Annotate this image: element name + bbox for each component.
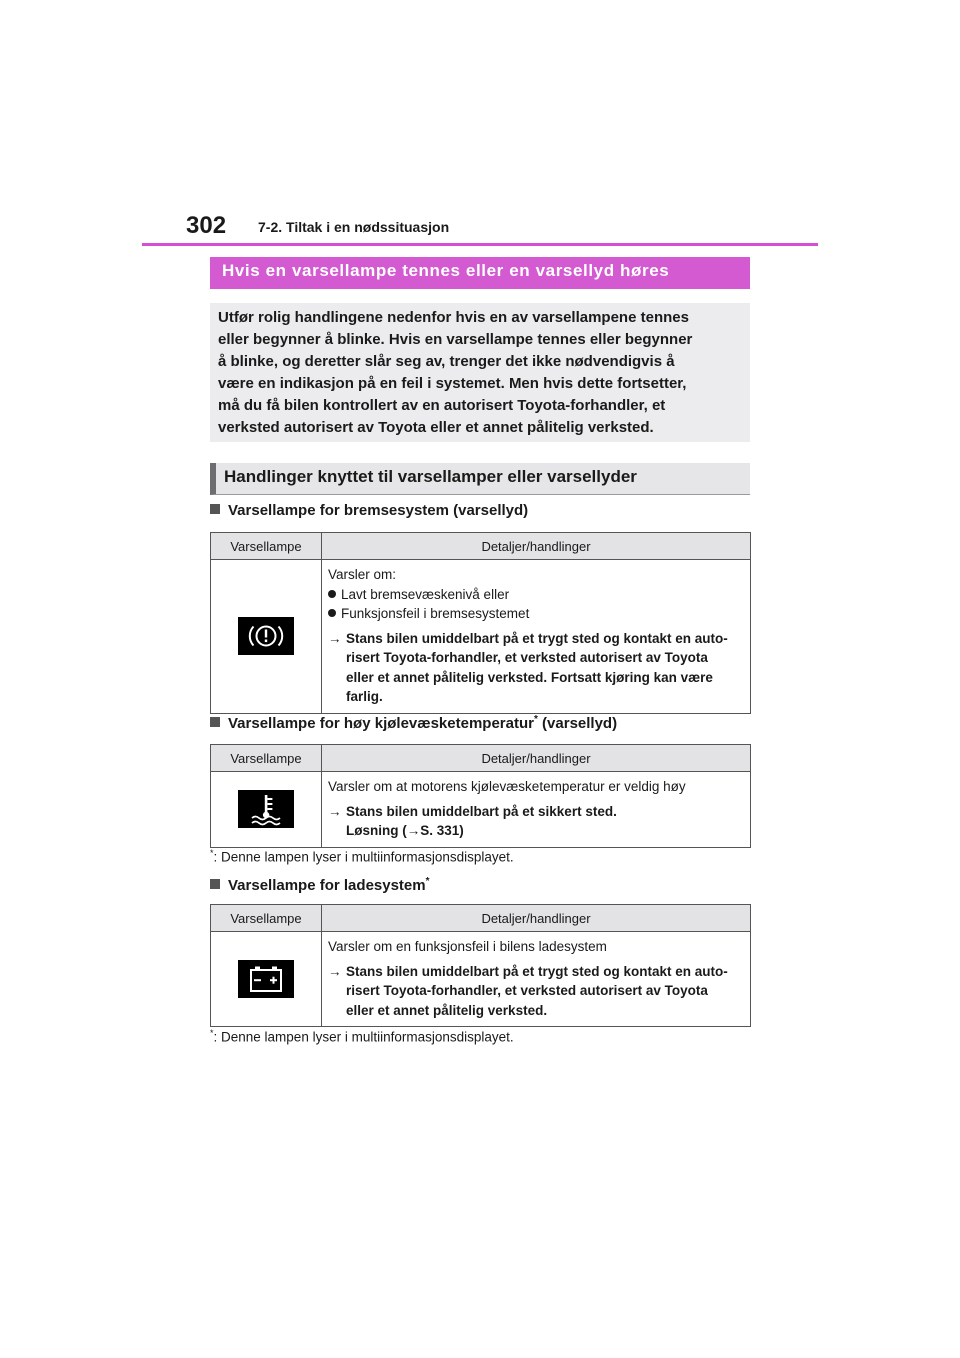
action-text: → Stans bilen umiddelbart på et trygt sted og kontakt en auto- risert Toyota-forhandler, et verksted autorisert av Toyota eller et annet pålitelig verksted. (328, 963, 728, 1018)
coolant-section-title: Varsellampe for høy kjølevæsketemperatur* (varsellyd) (210, 714, 617, 732)
details-cell (322, 560, 751, 714)
intro-line: eller begynner å blinke. Hvis en varsellampe tennes eller begynner (218, 331, 693, 348)
column-header-details: Detaljer/handlinger (322, 533, 751, 560)
intro-box (210, 303, 750, 442)
column-header-lamp: Varsellampe (211, 533, 322, 560)
arrow-icon: → (328, 803, 342, 819)
square-bullet-icon (210, 717, 220, 727)
square-bullet-icon (210, 879, 220, 889)
brake-title-text: Varsellampe for bremsesystem (varsellyd) (228, 502, 529, 519)
subheading: Handlinger knyttet til varsellamper eller varsellyder (210, 463, 750, 495)
bullet-dot-icon (328, 609, 336, 617)
intro-line: Utfør rolig handlingene nedenfor hvis en av varsellampene tennes (218, 309, 689, 326)
column-header-lamp: Varsellampe (211, 905, 322, 932)
intro-line: må du få bilen kontrollert av en autorisert Toyota-forhandler, et (218, 397, 666, 414)
footnote: *: Denne lampen lyser i multiinformasjonsdisplayet. (210, 1028, 514, 1045)
detail-text: Varsler om: (328, 567, 397, 582)
lamp-cell (211, 560, 322, 714)
brake-warning-icon (238, 617, 294, 655)
battery-charging-icon (238, 960, 294, 998)
lamp-cell (211, 772, 322, 848)
header-divider (142, 243, 818, 246)
column-header-details: Detaljer/handlinger (322, 745, 751, 772)
page-reference-link[interactable]: Løsning (→S. 331) (346, 823, 464, 838)
page-number: 302 (186, 212, 227, 239)
section-breadcrumb: 7-2. Tiltak i en nødssituasjon (258, 219, 450, 235)
charging-section-title: Varsellampe for ladesystem* (210, 876, 430, 894)
section-banner: Hvis en varsellampe tennes eller en varsellyd høres (210, 257, 750, 289)
details-cell (322, 772, 751, 848)
coolant-temperature-icon (238, 790, 294, 828)
action-text: → Stans bilen umiddelbart på et trygt sted og kontakt en auto- risert Toyota-forhandler, et verksted autorisert av Toyota eller et annet pålitelig verksted. Fortsatt kjøring kan være farlig. (328, 630, 728, 704)
brake-section-title (210, 502, 528, 519)
brake-warning-table (210, 532, 751, 714)
charging-warning-table (210, 904, 751, 1027)
arrow-icon: → (328, 630, 342, 646)
detail-text: Varsler om en funksjonsfeil i bilens ladesystem (328, 939, 607, 954)
bullet-item: Lavt bremsevæskenivå eller (328, 585, 746, 605)
detail-text: Varsler om at motorens kjølevæsketemperatur er veldig høy (328, 779, 686, 794)
bullet-dot-icon (328, 590, 336, 598)
arrow-icon: → (328, 963, 342, 979)
intro-line: være en indikasjon på en feil i systemet. Men hvis dette fortsetter, (218, 375, 687, 392)
bullet-item: Funksjonsfeil i bremsesystemet (328, 604, 746, 624)
column-header-lamp: Varsellampe (211, 745, 322, 772)
square-bullet-icon (210, 504, 220, 514)
details-cell (322, 932, 751, 1027)
intro-line: å blinke, og deretter slår seg av, trenger det ikke nødvendigvis å (218, 353, 675, 370)
action-text: → Stans bilen umiddelbart på et sikkert sted. Løsning (→S. 331) (328, 803, 617, 838)
coolant-warning-table (210, 744, 751, 848)
column-header-details: Detaljer/handlinger (322, 905, 751, 932)
lamp-cell (211, 932, 322, 1027)
footnote: *: Denne lampen lyser i multiinformasjonsdisplayet. (210, 848, 514, 865)
intro-line: verksted autorisert av Toyota eller et annet pålitelig verksted. (218, 419, 654, 436)
